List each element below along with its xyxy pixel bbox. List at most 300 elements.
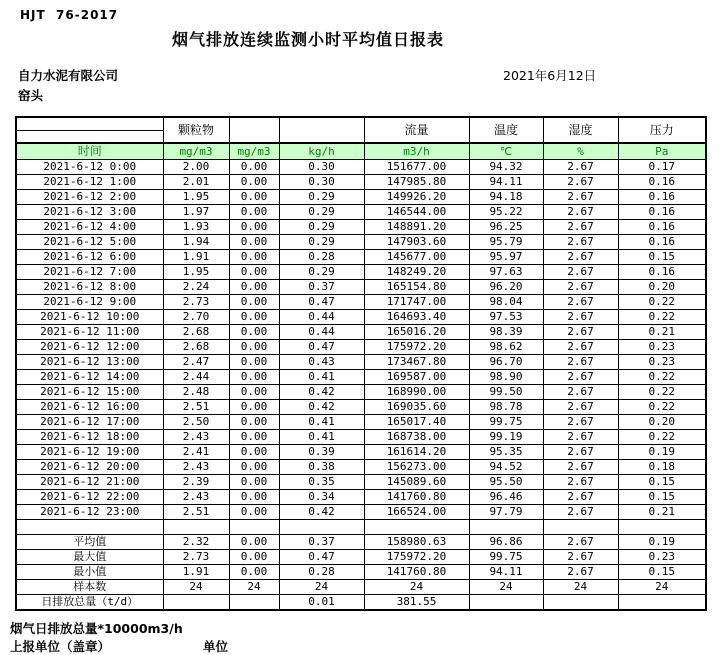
data-row-cell: 97.63 xyxy=(469,265,543,280)
data-row-label: 2021-6-12 23:00 xyxy=(16,505,163,520)
summary-row-cell xyxy=(229,595,279,611)
data-row-cell: 94.52 xyxy=(469,460,543,475)
data-row-cell: 169035.60 xyxy=(364,400,469,415)
data-row-cell: 0.19 xyxy=(618,445,706,460)
data-row-cell: 95.50 xyxy=(469,475,543,490)
data-row-cell: 0.42 xyxy=(279,400,364,415)
data-row-cell: 165154.80 xyxy=(364,280,469,295)
data-row-cell: 145677.00 xyxy=(364,250,469,265)
data-row-cell: 2.67 xyxy=(543,355,618,370)
time-header: 时间 xyxy=(16,143,163,160)
data-row-cell: 2.68 xyxy=(163,325,229,340)
data-row-label: 2021-6-12 20:00 xyxy=(16,460,163,475)
data-row-cell: 0.47 xyxy=(279,295,364,310)
data-row-cell: 2.67 xyxy=(543,235,618,250)
data-row-cell: 0.22 xyxy=(618,400,706,415)
data-row-cell: 0.21 xyxy=(618,325,706,340)
summary-row-cell: 94.11 xyxy=(469,565,543,580)
data-row-cell: 0.16 xyxy=(618,175,706,190)
data-row-cell: 0.15 xyxy=(618,250,706,265)
data-row-label: 2021-6-12 11:00 xyxy=(16,325,163,340)
data-row xyxy=(16,325,706,340)
spacer-row-cell xyxy=(469,520,543,535)
unit-kgh: kg/h xyxy=(279,143,364,160)
data-row xyxy=(16,340,706,355)
data-row-cell: 97.53 xyxy=(469,310,543,325)
data-row xyxy=(16,430,706,445)
data-row-cell: 0.00 xyxy=(229,250,279,265)
data-row-cell: 0.22 xyxy=(618,370,706,385)
data-row-cell: 2.50 xyxy=(163,415,229,430)
data-row-cell: 0.18 xyxy=(618,460,706,475)
data-row-cell: 0.43 xyxy=(279,355,364,370)
data-row-label: 2021-6-12 18:00 xyxy=(16,430,163,445)
summary-row-cell: 175972.20 xyxy=(364,550,469,565)
data-row-cell: 168738.00 xyxy=(364,430,469,445)
data-row-cell: 95.22 xyxy=(469,205,543,220)
data-row-label: 2021-6-12 21:00 xyxy=(16,475,163,490)
data-row-cell: 0.00 xyxy=(229,340,279,355)
summary-row-cell: 0.15 xyxy=(618,565,706,580)
data-row-cell: 168990.00 xyxy=(364,385,469,400)
data-row-cell: 0.21 xyxy=(618,505,706,520)
data-row-cell: 1.93 xyxy=(163,220,229,235)
data-row-cell: 96.20 xyxy=(469,280,543,295)
reporting-unit-label: 上报单位（盖章） xyxy=(10,639,111,654)
data-row-cell: 0.29 xyxy=(279,190,364,205)
data-row xyxy=(16,385,706,400)
data-row-cell: 169587.00 xyxy=(364,370,469,385)
data-row-cell: 2.48 xyxy=(163,385,229,400)
data-row-cell: 1.97 xyxy=(163,205,229,220)
data-row-cell: 0.34 xyxy=(279,490,364,505)
summary-row-cell: 0.37 xyxy=(279,535,364,550)
summary-row-cell: 2.67 xyxy=(543,550,618,565)
data-row-cell: 96.25 xyxy=(469,220,543,235)
summary-row-cell: 24 xyxy=(163,580,229,595)
data-row-cell: 2.43 xyxy=(163,460,229,475)
table-body xyxy=(16,117,706,610)
data-row-cell: 0.20 xyxy=(618,280,706,295)
data-row-label: 2021-6-12 17:00 xyxy=(16,415,163,430)
data-row-cell: 2.73 xyxy=(163,295,229,310)
data-row-cell: 0.44 xyxy=(279,310,364,325)
data-row xyxy=(16,310,706,325)
data-row-cell: 0.16 xyxy=(618,235,706,250)
group-header-row xyxy=(16,117,706,143)
header-split-top xyxy=(17,118,163,131)
summary-row-label: 最大值 xyxy=(16,550,163,565)
data-row-label: 2021-6-12 12:00 xyxy=(16,340,163,355)
data-row-cell: 0.00 xyxy=(229,370,279,385)
data-row-cell: 0.00 xyxy=(229,430,279,445)
summary-row-cell: 0.00 xyxy=(229,550,279,565)
company-name: 自力水泥有限公司 xyxy=(18,68,119,83)
data-row-cell: 2.67 xyxy=(543,250,618,265)
data-row-cell: 0.00 xyxy=(229,310,279,325)
data-row xyxy=(16,265,706,280)
data-row-cell: 0.00 xyxy=(229,295,279,310)
data-row-cell: 0.00 xyxy=(229,355,279,370)
data-row xyxy=(16,415,706,430)
data-row-cell: 0.22 xyxy=(618,295,706,310)
data-row-cell: 0.41 xyxy=(279,415,364,430)
data-row-cell: 141760.80 xyxy=(364,490,469,505)
data-row-cell: 0.29 xyxy=(279,220,364,235)
data-row-cell: 2.68 xyxy=(163,340,229,355)
summary-row-cell: 2.32 xyxy=(163,535,229,550)
summary-row-cell xyxy=(163,595,229,611)
col-header-pressure: 压力 xyxy=(618,117,706,143)
data-row-cell: 2.67 xyxy=(543,220,618,235)
data-row-cell: 2.67 xyxy=(543,190,618,205)
data-row-cell: 98.62 xyxy=(469,340,543,355)
data-row-cell: 0.17 xyxy=(618,160,706,175)
data-row-cell: 2.70 xyxy=(163,310,229,325)
summary-row-cell: 24 xyxy=(229,580,279,595)
summary-row-cell: 0.28 xyxy=(279,565,364,580)
spacer-row xyxy=(16,520,706,535)
header-split-bottom xyxy=(17,131,163,142)
data-row-cell: 0.23 xyxy=(618,355,706,370)
flue-gas-total-note: 烟气日排放总量*10000m3/h xyxy=(10,621,183,636)
data-row-cell: 0.29 xyxy=(279,235,364,250)
data-row-cell: 95.79 xyxy=(469,235,543,250)
data-row-cell: 0.00 xyxy=(229,385,279,400)
data-row-label: 2021-6-12 15:00 xyxy=(16,385,163,400)
data-row-cell: 2.67 xyxy=(543,295,618,310)
data-row-cell: 0.00 xyxy=(229,460,279,475)
summary-row xyxy=(16,565,706,580)
data-row-cell: 146544.00 xyxy=(364,205,469,220)
summary-row-label: 样本数 xyxy=(16,580,163,595)
summary-row xyxy=(16,595,706,611)
data-row xyxy=(16,490,706,505)
data-row-cell: 0.00 xyxy=(229,415,279,430)
data-row-cell: 0.00 xyxy=(229,280,279,295)
spacer-row-cell xyxy=(163,520,229,535)
data-row-cell: 0.22 xyxy=(618,385,706,400)
data-row-cell: 0.39 xyxy=(279,445,364,460)
data-row-label: 2021-6-12 5:00 xyxy=(16,235,163,250)
data-row-label: 2021-6-12 19:00 xyxy=(16,445,163,460)
data-row-label: 2021-6-12 2:00 xyxy=(16,190,163,205)
data-row xyxy=(16,160,706,175)
data-row-cell: 0.28 xyxy=(279,250,364,265)
unit-pa: Pa xyxy=(618,143,706,160)
data-row xyxy=(16,175,706,190)
data-row-cell: 2.44 xyxy=(163,370,229,385)
data-row-cell: 2.67 xyxy=(543,160,618,175)
spacer-row-cell xyxy=(279,520,364,535)
data-row-cell: 165016.20 xyxy=(364,325,469,340)
data-row-cell: 0.00 xyxy=(229,445,279,460)
data-row-cell: 0.30 xyxy=(279,160,364,175)
data-row-cell: 2.47 xyxy=(163,355,229,370)
data-row-cell: 2.67 xyxy=(543,445,618,460)
data-row-cell: 0.22 xyxy=(618,430,706,445)
data-row-label: 2021-6-12 14:00 xyxy=(16,370,163,385)
data-row-label: 2021-6-12 10:00 xyxy=(16,310,163,325)
data-row-cell: 173467.80 xyxy=(364,355,469,370)
summary-row-cell: 0.01 xyxy=(279,595,364,611)
data-row-cell: 1.91 xyxy=(163,250,229,265)
col-header-humidity: 湿度 xyxy=(543,117,618,143)
summary-row-label: 最小值 xyxy=(16,565,163,580)
standard-code: HJT 76-2017 xyxy=(20,8,119,22)
data-row-cell: 171747.00 xyxy=(364,295,469,310)
summary-row-cell: 24 xyxy=(279,580,364,595)
data-row-cell: 2.67 xyxy=(543,505,618,520)
data-row-cell: 2.67 xyxy=(543,175,618,190)
data-row-cell: 165017.40 xyxy=(364,415,469,430)
data-row-cell: 161614.20 xyxy=(364,445,469,460)
data-row-cell: 98.04 xyxy=(469,295,543,310)
data-row-cell: 151677.00 xyxy=(364,160,469,175)
data-row-cell: 2.67 xyxy=(543,265,618,280)
data-row-cell: 0.29 xyxy=(279,265,364,280)
data-row xyxy=(16,205,706,220)
summary-row-cell: 158980.63 xyxy=(364,535,469,550)
report-date: 2021年6月12日 xyxy=(503,68,597,83)
data-row-cell: 0.00 xyxy=(229,400,279,415)
summary-row-cell xyxy=(543,595,618,611)
data-row-cell: 2.01 xyxy=(163,175,229,190)
data-row-cell: 149926.20 xyxy=(364,190,469,205)
data-row-cell: 148249.20 xyxy=(364,265,469,280)
data-row-cell: 147985.80 xyxy=(364,175,469,190)
data-row-cell: 0.15 xyxy=(618,475,706,490)
unit-percent: % xyxy=(543,143,618,160)
summary-row-cell: 24 xyxy=(364,580,469,595)
data-row xyxy=(16,505,706,520)
col-header-empty-2 xyxy=(279,117,364,143)
data-row-cell: 95.97 xyxy=(469,250,543,265)
data-row-cell: 0.00 xyxy=(229,205,279,220)
data-row-cell: 0.41 xyxy=(279,370,364,385)
spacer-row-cell xyxy=(364,520,469,535)
data-row-cell: 94.11 xyxy=(469,175,543,190)
summary-row-cell: 24 xyxy=(618,580,706,595)
data-row-label: 2021-6-12 6:00 xyxy=(16,250,163,265)
data-row-cell: 94.18 xyxy=(469,190,543,205)
summary-row-cell: 0.47 xyxy=(279,550,364,565)
data-row-cell: 0.00 xyxy=(229,325,279,340)
data-row-cell: 2.67 xyxy=(543,340,618,355)
data-row-cell: 2.43 xyxy=(163,430,229,445)
data-row-label: 2021-6-12 8:00 xyxy=(16,280,163,295)
unit-label: 单位 xyxy=(203,639,229,654)
data-row-cell: 0.35 xyxy=(279,475,364,490)
data-row-cell: 0.00 xyxy=(229,490,279,505)
data-row-cell: 2.67 xyxy=(543,490,618,505)
data-row xyxy=(16,355,706,370)
summary-row-cell: 0.23 xyxy=(618,550,706,565)
data-row-label: 2021-6-12 22:00 xyxy=(16,490,163,505)
col-header-particulate: 颗粒物 xyxy=(163,117,229,143)
data-row xyxy=(16,370,706,385)
data-row-cell: 156273.00 xyxy=(364,460,469,475)
summary-row-cell: 24 xyxy=(469,580,543,595)
data-row-cell: 2.67 xyxy=(543,415,618,430)
data-row xyxy=(16,250,706,265)
data-row-cell: 0.00 xyxy=(229,235,279,250)
data-row-cell: 2.24 xyxy=(163,280,229,295)
data-row-cell: 0.44 xyxy=(279,325,364,340)
data-row xyxy=(16,280,706,295)
data-row-label: 2021-6-12 1:00 xyxy=(16,175,163,190)
data-row-cell: 166524.00 xyxy=(364,505,469,520)
summary-row-cell xyxy=(469,595,543,611)
col-header-empty-1 xyxy=(229,117,279,143)
data-row-cell: 2.67 xyxy=(543,430,618,445)
spacer-row-cell xyxy=(229,520,279,535)
data-row-cell: 2.43 xyxy=(163,490,229,505)
data-row-cell: 2.51 xyxy=(163,505,229,520)
unit-celsius: ℃ xyxy=(469,143,543,160)
data-row-label: 2021-6-12 16:00 xyxy=(16,400,163,415)
data-row-cell: 2.41 xyxy=(163,445,229,460)
data-row-cell: 0.42 xyxy=(279,385,364,400)
data-row-cell: 98.90 xyxy=(469,370,543,385)
data-row-label: 2021-6-12 13:00 xyxy=(16,355,163,370)
unit-header-row xyxy=(16,143,706,160)
data-row-cell: 0.23 xyxy=(618,340,706,355)
data-row-cell: 0.00 xyxy=(229,475,279,490)
summary-row-cell: 2.67 xyxy=(543,565,618,580)
data-row-cell: 0.00 xyxy=(229,265,279,280)
data-row-cell: 0.16 xyxy=(618,205,706,220)
station-name: 窑头 xyxy=(18,88,44,103)
summary-row-label: 平均值 xyxy=(16,535,163,550)
data-row xyxy=(16,400,706,415)
data-row-cell: 148891.20 xyxy=(364,220,469,235)
summary-row xyxy=(16,535,706,550)
data-row-cell: 2.67 xyxy=(543,205,618,220)
data-row-cell: 98.78 xyxy=(469,400,543,415)
page-title: 烟气排放连续监测小时平均值日报表 xyxy=(171,30,444,49)
data-row-cell: 97.79 xyxy=(469,505,543,520)
data-row-cell: 2.67 xyxy=(543,460,618,475)
data-row-cell: 2.67 xyxy=(543,400,618,415)
data-row-cell: 96.46 xyxy=(469,490,543,505)
data-row xyxy=(16,295,706,310)
data-row xyxy=(16,460,706,475)
unit-m3h: m3/h xyxy=(364,143,469,160)
data-row-cell: 0.00 xyxy=(229,160,279,175)
spacer-row-label xyxy=(16,520,163,535)
data-row-cell: 2.67 xyxy=(543,385,618,400)
summary-row-cell: 99.75 xyxy=(469,550,543,565)
data-row-cell: 94.32 xyxy=(469,160,543,175)
data-row-cell: 175972.20 xyxy=(364,340,469,355)
data-row-cell: 0.38 xyxy=(279,460,364,475)
data-row-cell: 0.00 xyxy=(229,175,279,190)
data-row-cell: 0.42 xyxy=(279,505,364,520)
data-row-cell: 2.67 xyxy=(543,280,618,295)
data-row-cell: 0.16 xyxy=(618,220,706,235)
data-row-cell: 96.70 xyxy=(469,355,543,370)
data-row-cell: 147903.60 xyxy=(364,235,469,250)
data-row-cell: 0.41 xyxy=(279,430,364,445)
data-row xyxy=(16,475,706,490)
spacer-row-cell xyxy=(543,520,618,535)
data-row-label: 2021-6-12 9:00 xyxy=(16,295,163,310)
data-row-cell: 99.75 xyxy=(469,415,543,430)
summary-row-cell: 141760.80 xyxy=(364,565,469,580)
data-row-cell: 0.47 xyxy=(279,340,364,355)
data-row-cell: 164693.40 xyxy=(364,310,469,325)
data-row-cell: 0.00 xyxy=(229,190,279,205)
data-row-cell: 145089.60 xyxy=(364,475,469,490)
col-header-temperature: 温度 xyxy=(469,117,543,143)
time-header-spacer xyxy=(16,117,163,143)
data-row-cell: 0.16 xyxy=(618,265,706,280)
unit-mgm3-1: mg/m3 xyxy=(163,143,229,160)
summary-row-cell xyxy=(618,595,706,611)
data-row-cell: 2.67 xyxy=(543,325,618,340)
data-row-cell: 0.00 xyxy=(229,220,279,235)
data-row-cell: 0.20 xyxy=(618,415,706,430)
data-row-cell: 0.16 xyxy=(618,190,706,205)
summary-row-cell: 2.67 xyxy=(543,535,618,550)
data-row-cell: 0.00 xyxy=(229,505,279,520)
summary-row-cell: 0.19 xyxy=(618,535,706,550)
summary-row xyxy=(16,550,706,565)
data-row-cell: 98.39 xyxy=(469,325,543,340)
summary-row-cell: 2.73 xyxy=(163,550,229,565)
data-row-cell: 0.30 xyxy=(279,175,364,190)
data-row-cell: 95.35 xyxy=(469,445,543,460)
data-row-cell: 2.00 xyxy=(163,160,229,175)
data-row-cell: 2.67 xyxy=(543,475,618,490)
data-row xyxy=(16,445,706,460)
summary-row-cell: 381.55 xyxy=(364,595,469,611)
summary-row-cell: 1.91 xyxy=(163,565,229,580)
data-row-cell: 0.22 xyxy=(618,310,706,325)
data-row-label: 2021-6-12 0:00 xyxy=(16,160,163,175)
data-row-cell: 1.94 xyxy=(163,235,229,250)
monitoring-table xyxy=(15,116,707,611)
data-row-cell: 0.37 xyxy=(279,280,364,295)
summary-row-cell: 96.86 xyxy=(469,535,543,550)
summary-row-cell: 0.00 xyxy=(229,535,279,550)
data-row xyxy=(16,190,706,205)
data-row xyxy=(16,220,706,235)
data-row-cell: 99.19 xyxy=(469,430,543,445)
data-row xyxy=(16,235,706,250)
data-row-cell: 2.67 xyxy=(543,370,618,385)
data-row-cell: 1.95 xyxy=(163,190,229,205)
spacer-row-cell xyxy=(618,520,706,535)
data-row-cell: 1.95 xyxy=(163,265,229,280)
data-row-cell: 2.51 xyxy=(163,400,229,415)
summary-row-label: 日排放总量（t/d） xyxy=(16,595,163,611)
summary-row-cell: 0.00 xyxy=(229,565,279,580)
col-header-flow: 流量 xyxy=(364,117,469,143)
unit-mgm3-2: mg/m3 xyxy=(229,143,279,160)
data-row-cell: 99.50 xyxy=(469,385,543,400)
data-row-cell: 2.39 xyxy=(163,475,229,490)
summary-row-cell: 24 xyxy=(543,580,618,595)
data-row-cell: 0.15 xyxy=(618,490,706,505)
data-row-cell: 0.29 xyxy=(279,205,364,220)
summary-row xyxy=(16,580,706,595)
data-row-label: 2021-6-12 4:00 xyxy=(16,220,163,235)
data-row-label: 2021-6-12 7:00 xyxy=(16,265,163,280)
data-row-cell: 2.67 xyxy=(543,310,618,325)
data-row-label: 2021-6-12 3:00 xyxy=(16,205,163,220)
